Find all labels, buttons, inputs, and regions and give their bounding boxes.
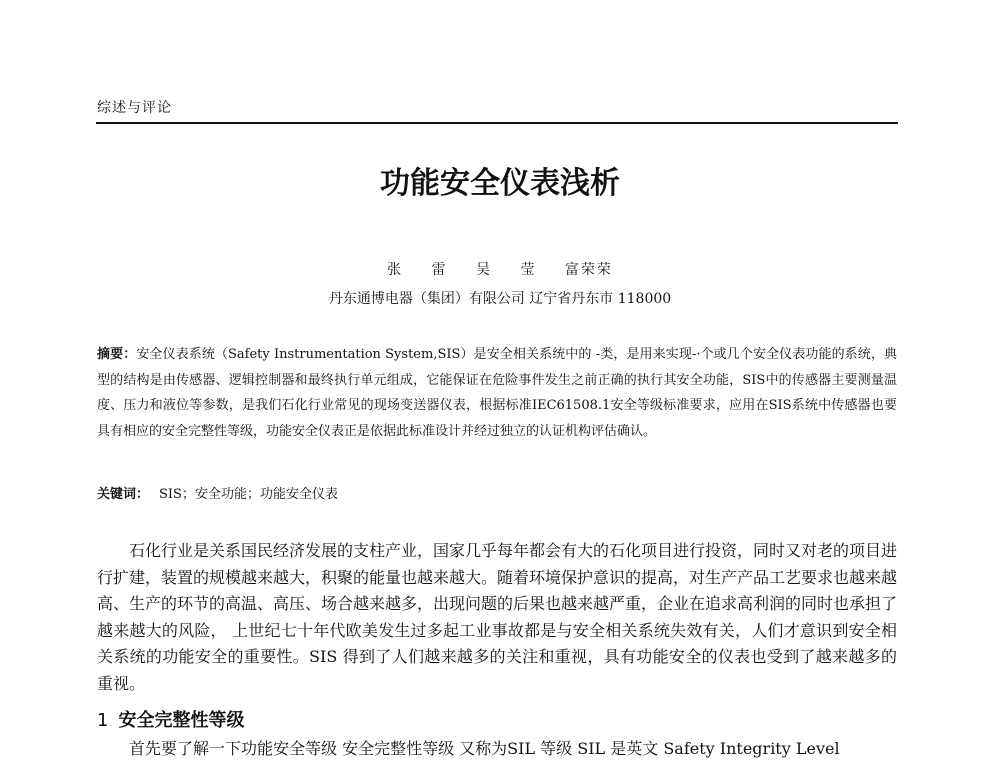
header-rule [96, 122, 898, 124]
article-title: 功能安全仪表浅析 [380, 166, 620, 201]
abstract-text: 安全仪表系统（Safety Instrumentation System,SIS）是安全相关系统中的 -类，是用来实现-·个或几个安全仪表功能的系统，典型的结构是由传感器、逻辑控制器和最终执行单元组成，它能保证在危险事件发生之前正确的执行其安全功能，SIS中的传感器主要测量温度、压力和液位等参数，是我们石化行业常见的现场变送器仪表，根据标准IEC61508.1安全等级标准要求，应用在SIS系统中传感器也要具有相应的安全完整性等级，功能安全仪表正是依据此标准设计并经过独立的认证机构评估确认。 [97, 347, 897, 439]
keywords-label: 关键词： [97, 487, 150, 502]
section-title: 安全完整性等级 [118, 710, 245, 731]
article-authors: 张 雷 吴 莹 富荣荣 [387, 262, 613, 278]
abstract [97, 342, 897, 444]
section-number: 1 [97, 710, 109, 731]
keywords [97, 485, 897, 505]
body-paragraph: 石化行业是关系国民经济发展的支柱产业，国家几乎每年都会有大的石化项目进行投资，同时又对老的项目进行扩建，装置的规模越来越大，积聚的能量也越来越大。随着环境保护意识的提高，对生产产品工艺要求也越来越高、生产的环节的高温、高压、场合越来越多，出现问题的后果也越来越严重，企业在追求高利润的同时也承担了越来越大的风险， 上世纪七十年代欧美发生过多起工业事故都是与安全相关系统失效有关，人们才意识到安全相关系统的功能安全的重要性。SIS 得到了人们越来越多的关注和重视，具有功能安全的仪表也受到了越来越多的重视。 [97, 541, 898, 693]
article-affiliation: 丹东通博电器（集团）有限公司 辽宁省丹东市 118000 [328, 291, 672, 307]
abstract-label: 摘要： [97, 347, 137, 362]
section-first-line: 首先要了解一下功能安全等级 安全完整性等级 又称为SIL 等级 SIL 是英文 Safety Integrity Level [129, 739, 840, 758]
keywords-text: SIS；安全功能；功能安全仪表 [159, 487, 338, 502]
section-heading [97, 706, 244, 732]
section-header: 综述与评论 [97, 100, 172, 116]
